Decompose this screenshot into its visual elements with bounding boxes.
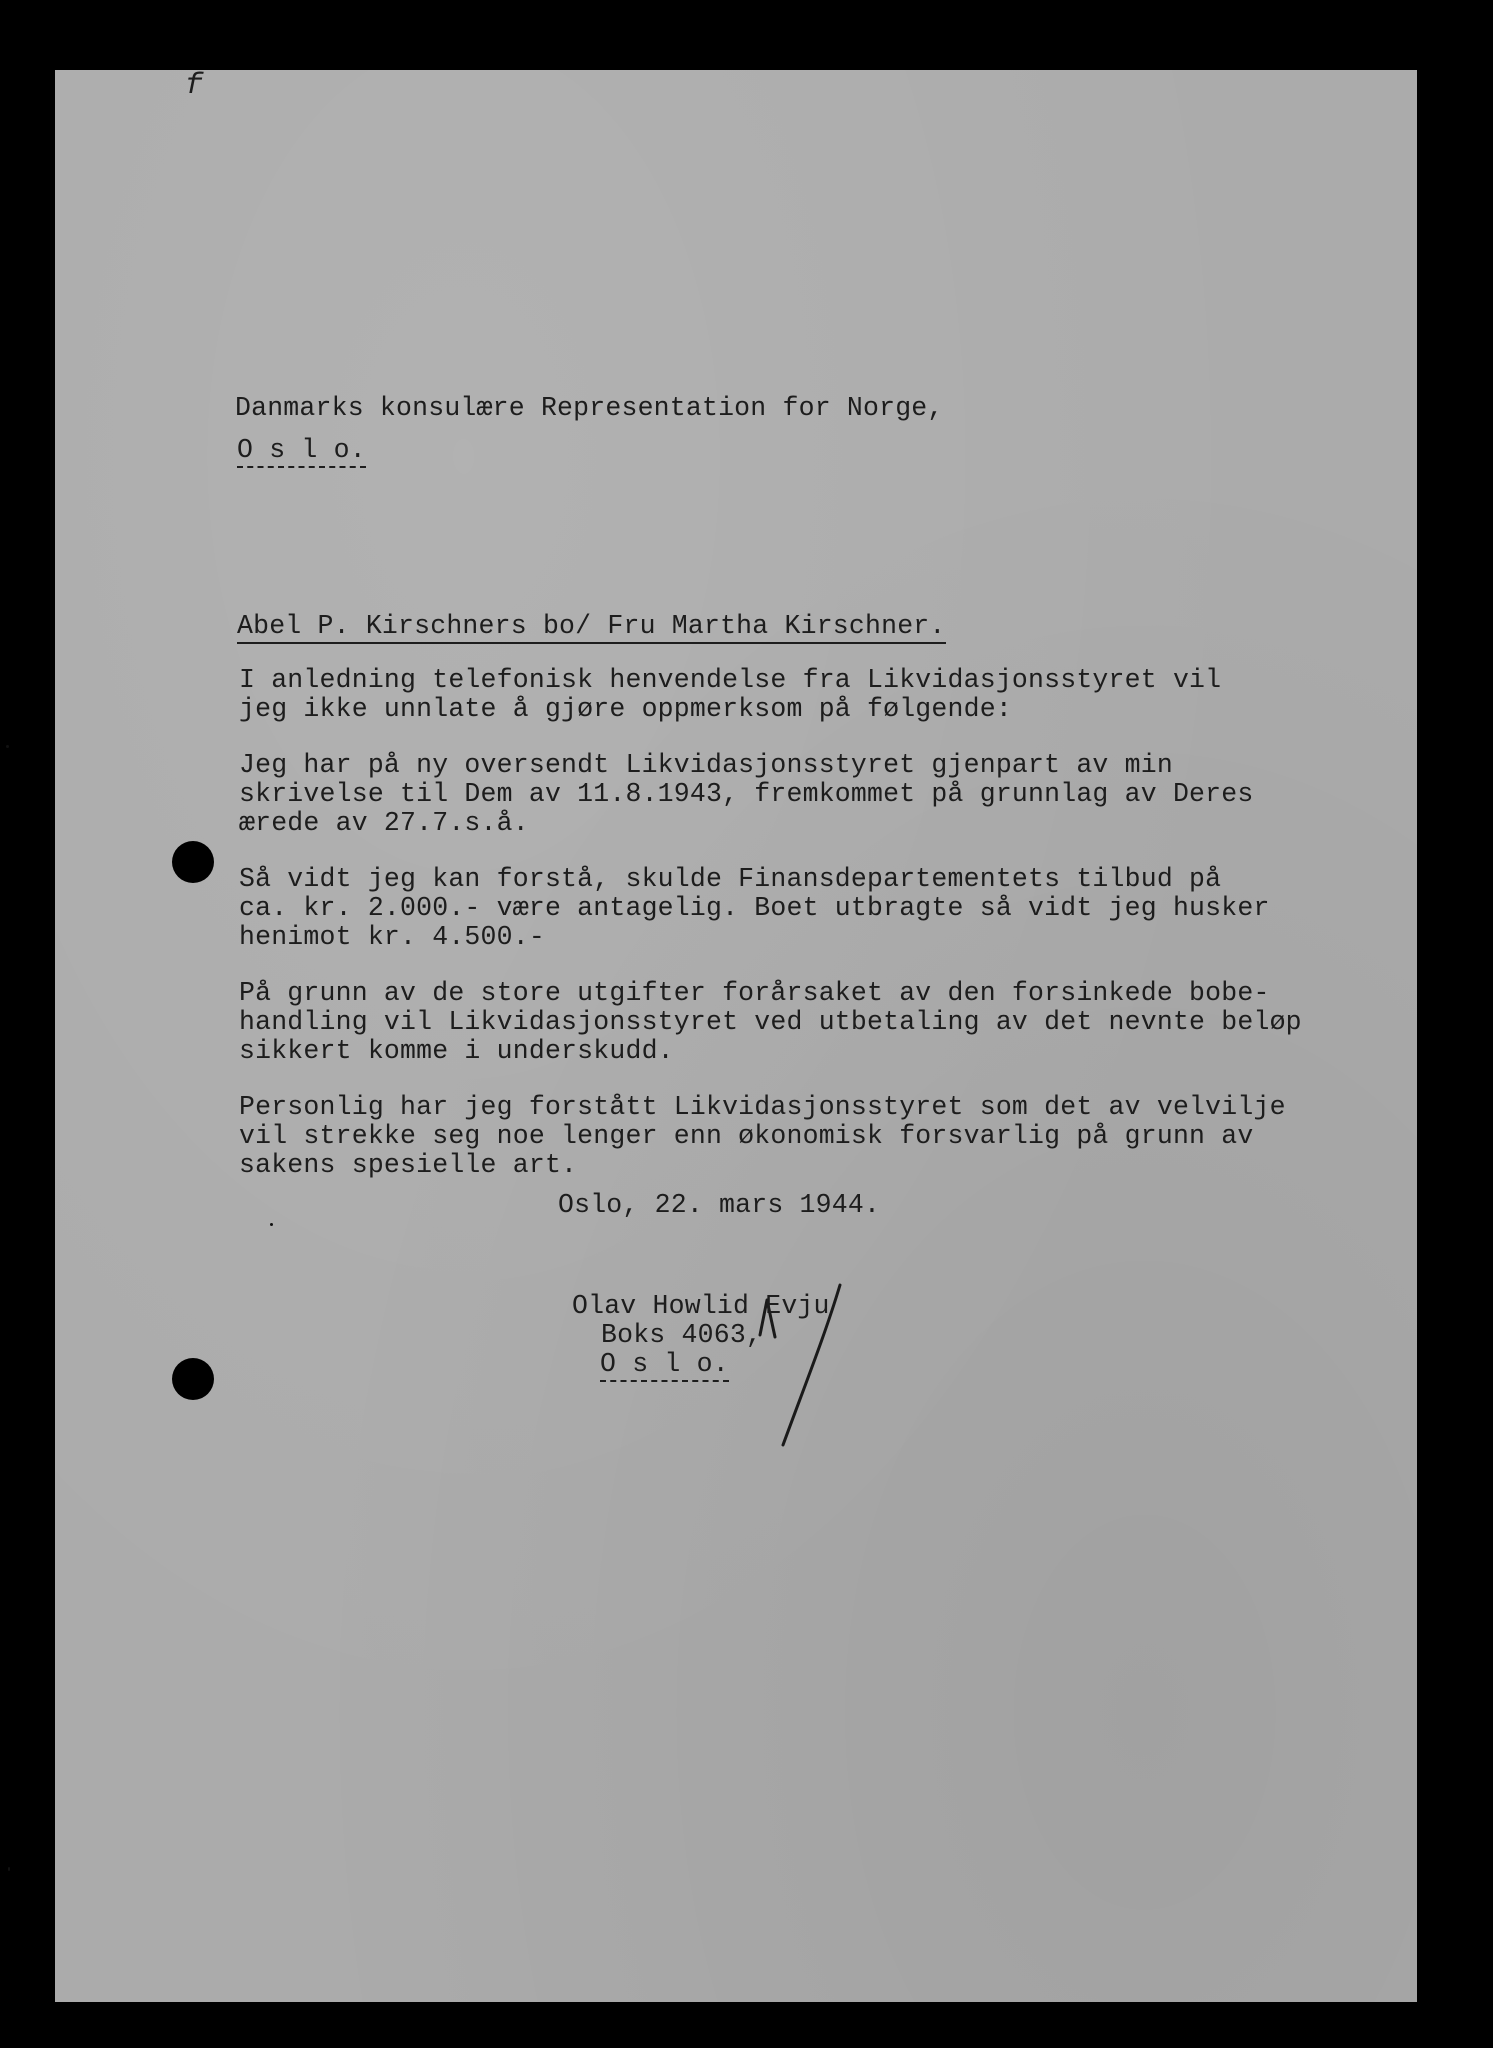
paragraph-line: Personlig har jeg forstått Likvidasjonsstyret som det av velvilje [239, 1092, 1286, 1122]
punch-hole [172, 841, 214, 883]
sender-name: Olav Howlid Evju [572, 1291, 830, 1321]
paragraph-line: ærede av 27.7.s.å. [239, 808, 529, 838]
paragraph-line: Så vidt jeg kan forstå, skulde Finansdepartementets tilbud på [239, 864, 1222, 894]
paragraph-line: sikkert komme i underskudd. [239, 1036, 674, 1066]
punch-hole [172, 1358, 214, 1400]
sender-box: Boks 4063, [601, 1320, 763, 1350]
corner-mark: f [185, 69, 204, 103]
letter-subject: Abel P. Kirschners bo/ Fru Martha Kirschner. [237, 612, 946, 644]
paper-speck [270, 1223, 273, 1226]
recipient-name: Danmarks konsulære Representation for Norge, [235, 393, 944, 423]
paragraph-line: sakens spesielle art. [239, 1150, 578, 1180]
sender-city: O s l o. [600, 1350, 729, 1382]
scan-speck [8, 1867, 10, 1871]
letter-page [55, 70, 1417, 2002]
paragraph-line: handling vil Likvidasjonsstyret ved utbetaling av det nevnte beløp [239, 1007, 1302, 1037]
paragraph-line: På grunn av de store utgifter forårsaket av den forsinkede bobe- [239, 978, 1270, 1008]
recipient-city: O s l o. [237, 436, 366, 468]
paragraph-line: jeg ikke unnlate å gjøre oppmerksom på følgende: [239, 694, 1012, 724]
scan-speck [6, 745, 9, 748]
paragraph-line: vil strekke seg noe lenger enn økonomisk forsvarlig på grunn av [239, 1121, 1254, 1151]
paragraph-line: skrivelse til Dem av 11.8.1943, fremkommet på grunnlag av Deres [239, 779, 1254, 809]
paragraph-line: I anledning telefonisk henvendelse fra Likvidasjonsstyret vil [239, 665, 1222, 695]
paragraph-line: henimot kr. 4.500.- [239, 922, 545, 952]
letter-date: Oslo, 22. mars 1944. [558, 1190, 881, 1220]
paragraph-line: Jeg har på ny oversendt Likvidasjonsstyret gjenpart av min [239, 750, 1173, 780]
paragraph-line: ca. kr. 2.000.- være antagelig. Boet utbragte så vidt jeg husker [239, 893, 1270, 923]
